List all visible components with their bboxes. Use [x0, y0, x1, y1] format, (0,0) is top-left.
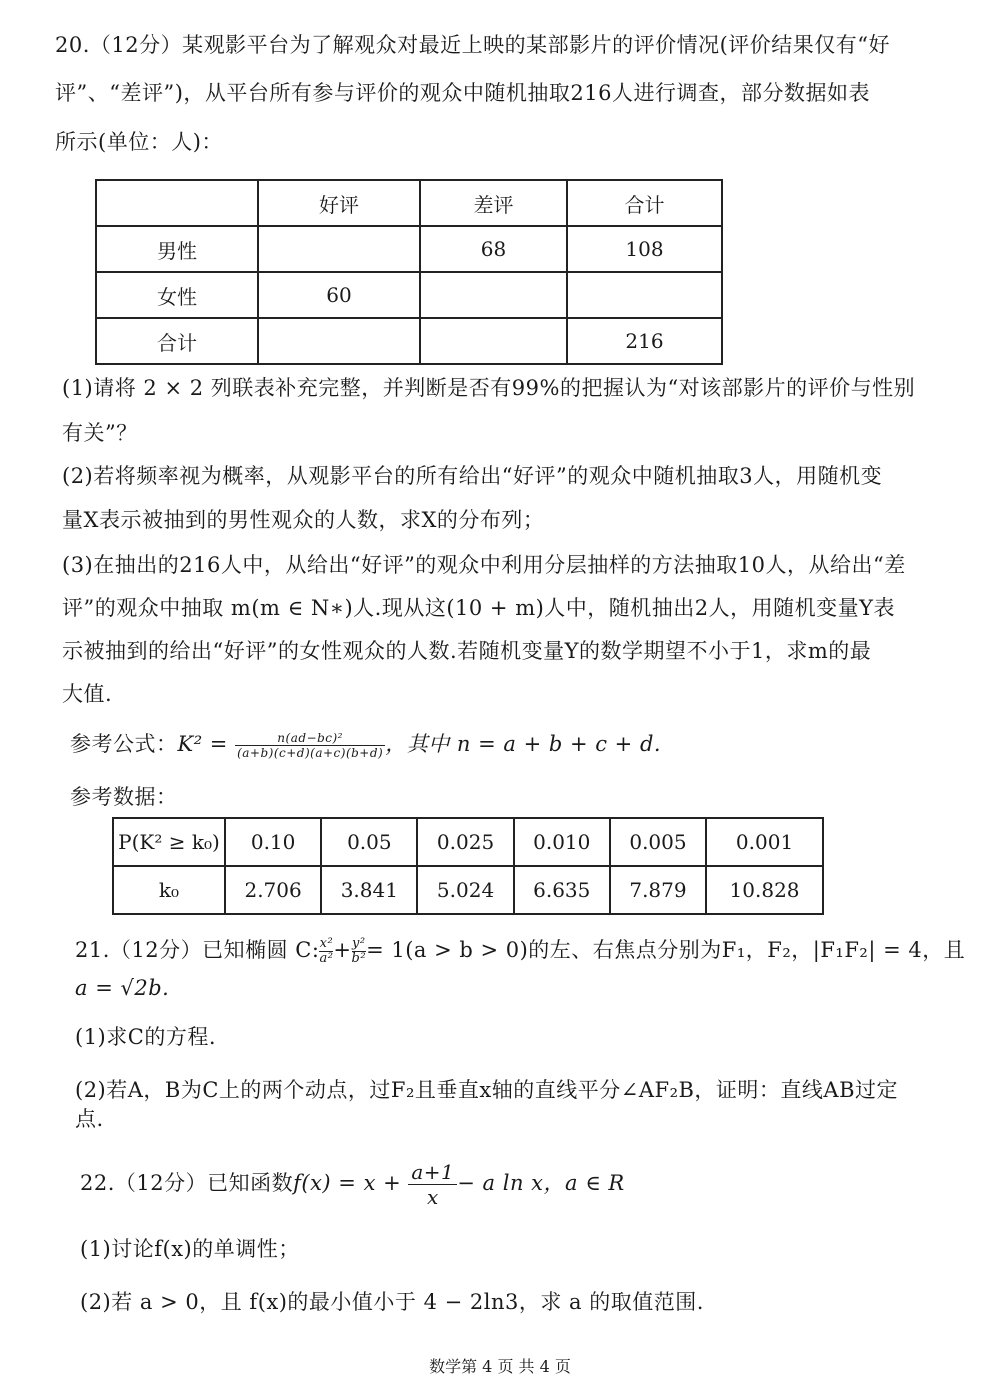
q22-frac-num: a+1	[408, 1160, 457, 1185]
table-cell	[567, 272, 722, 318]
q21-y-num: y²	[352, 936, 366, 951]
table-cell: 6.635	[514, 866, 610, 914]
q21-y-den: b²	[351, 951, 367, 966]
table-cell: 108	[567, 226, 722, 272]
table-header-cell	[96, 180, 258, 226]
page-footer: 数学第 4 页 共 4 页	[429, 1357, 571, 1376]
formula-denominator: (a+b)(c+d)(a+c)(b+d)	[237, 746, 384, 760]
reference-formula	[70, 726, 661, 762]
table-row	[96, 272, 722, 318]
table-cell: 女性	[96, 272, 258, 318]
q21-part2-line2: 点.	[75, 1107, 104, 1131]
q22-prefix: 22.（12分）已知函数	[80, 1171, 294, 1195]
table-cell	[258, 226, 420, 272]
table-header-cell: 差评	[420, 180, 567, 226]
q20-part3-line4: 大值.	[62, 682, 113, 706]
table-row-label: P(K² ≥ k₀)	[113, 818, 225, 866]
table-cell: 2.706	[225, 866, 321, 914]
table-cell	[420, 272, 567, 318]
q20-part1-line1: (1)请将 2 × 2 列联表补充完整，并判断是否有99%的把握认为“对该部影片的评价与性别	[62, 376, 916, 400]
q21-eq-rest: = 1(a > b > 0)的左、右焦点分别为F₁，F₂，|F₁F₂| = 4，且	[366, 938, 966, 962]
reference-data-label: 参考数据：	[70, 785, 178, 809]
q21-part1: (1)求C的方程.	[75, 1025, 216, 1049]
q21-x-num: x²	[319, 936, 334, 951]
q22-f-lhs: f(x) = x +	[293, 1171, 402, 1195]
table-cell: 0.025	[417, 818, 513, 866]
q22-part1: (1)讨论f(x)的单调性；	[80, 1237, 300, 1261]
table-cell: 0.010	[514, 818, 610, 866]
table-cell: 10.828	[706, 866, 823, 914]
q20-part3-line3: 示被抽到的给出“好评”的女性观众的人数.若随机变量Y的数学期望不小于1，求m的最	[62, 639, 872, 663]
table-cell: 60	[258, 272, 420, 318]
table-cell: 0.10	[225, 818, 321, 866]
table-cell: 5.024	[417, 866, 513, 914]
q22-part2: (2)若 a > 0，且 f(x)的最小值小于 4 − 2ln3，求 a 的取值范围.	[80, 1290, 704, 1314]
contingency-table	[95, 179, 723, 365]
table-row	[113, 818, 823, 866]
table-header-cell: 合计	[567, 180, 722, 226]
table-cell	[420, 318, 567, 364]
table-row	[113, 866, 823, 914]
table-cell: 男性	[96, 226, 258, 272]
table-cell: 合计	[96, 318, 258, 364]
table-row-label: k₀	[113, 866, 225, 914]
q20-line1: 20.（12分）某观影平台为了解观众对最近上映的某部影片的评价情况(评价结果仅有“好	[55, 33, 891, 57]
q20-line2: 评”、“差评”)，从平台所有参与评价的观众中随机抽取216人进行调查，部分数据如表	[55, 81, 870, 105]
q20-part2-line2: 量X表示被抽到的男性观众的人数，求X的分布列；	[62, 508, 545, 532]
table-cell: 0.001	[706, 818, 823, 866]
q21-prefix: 21.（12分）已知椭圆 C:	[75, 938, 320, 962]
q20-part1-line2: 有关”？	[62, 421, 138, 445]
q22-line1	[80, 1158, 625, 1209]
q21-y-fraction	[352, 937, 367, 966]
q21-x-den: a²	[319, 951, 334, 966]
q21-x-fraction	[319, 937, 333, 966]
table-header-row	[96, 180, 722, 226]
formula-fraction	[235, 731, 385, 760]
q20-part3-line1: (3)在抽出的216人中，从给出“好评”的观众中利用分层抽样的方法抽取10人，从给出“差	[62, 553, 906, 577]
table-cell: 3.841	[321, 866, 417, 914]
table-row	[96, 226, 722, 272]
formula-suffix: ，其中 n = a + b + c + d.	[385, 732, 662, 756]
formula-lhs: K² =	[177, 732, 228, 756]
q21-line1	[75, 930, 965, 970]
q20-part2-line1: (2)若将频率视为概率，从观影平台的所有给出“好评”的观众中随机抽取3人，用随机变	[62, 464, 883, 488]
table-cell: 68	[420, 226, 567, 272]
q20-line3: 所示(单位：人)：	[55, 130, 223, 154]
critical-value-table	[112, 817, 824, 915]
q21-part2-line1: (2)若A，B为C上的两个动点，过F₂且垂直x轴的直线平分∠AF₂B，证明：直线AB过定	[75, 1078, 899, 1102]
formula-prefix: 参考公式：	[70, 732, 178, 756]
table-cell: 0.05	[321, 818, 417, 866]
table-cell: 216	[567, 318, 722, 364]
table-cell: 7.879	[610, 866, 706, 914]
formula-numerator: n(ad−bc)²	[235, 731, 385, 746]
table-row	[96, 318, 722, 364]
q21-plus: +	[333, 938, 352, 962]
q22-f-rest: − a ln x，a ∈ R	[457, 1171, 625, 1195]
table-header-cell: 好评	[258, 180, 420, 226]
q20-part3-line2: 评”的观众中抽取 m(m ∈ N∗)人.现从这(10 + m)人中，随机抽出2人，用随机变量Y表	[62, 596, 896, 620]
q21-line2: a = √2b.	[75, 976, 170, 1000]
q22-fraction	[408, 1160, 457, 1209]
table-cell: 0.005	[610, 818, 706, 866]
table-cell	[258, 318, 420, 364]
q22-frac-den: x	[426, 1185, 439, 1209]
